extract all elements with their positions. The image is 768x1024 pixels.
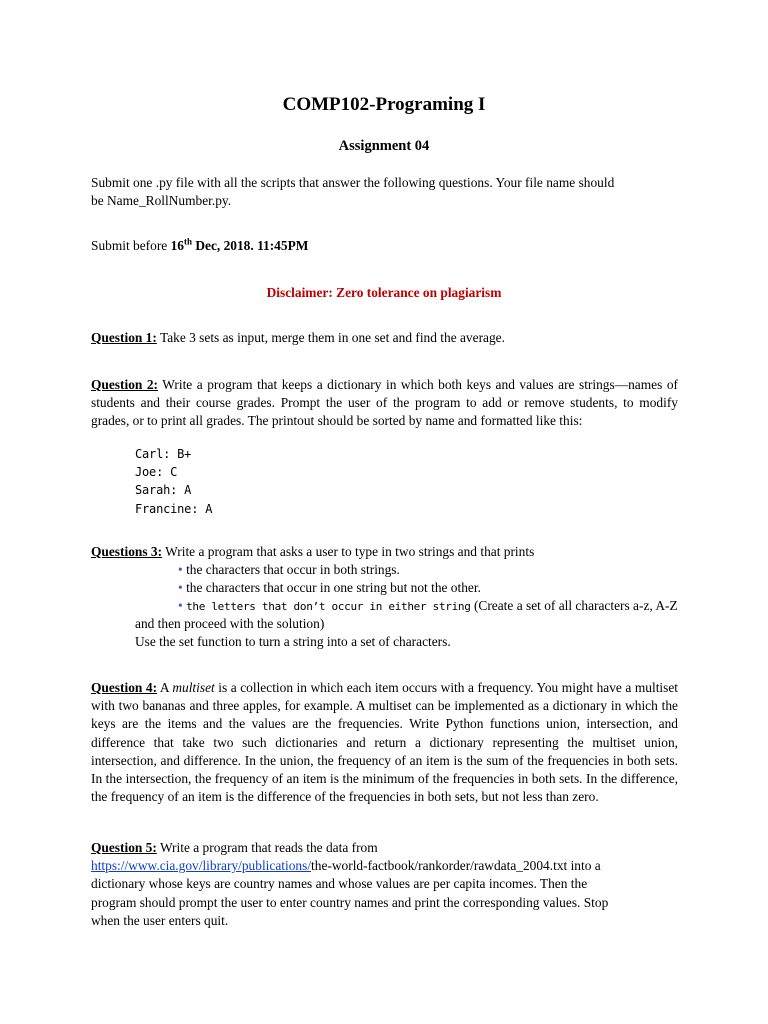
question-2-label: Question 2: xyxy=(91,377,159,392)
question-3-bullets xyxy=(178,561,678,617)
bullet-item xyxy=(178,561,678,579)
question-3-footer xyxy=(135,615,680,651)
deadline-time: Dec, 2018. 11:45PM xyxy=(192,238,309,253)
question-1-label: Question 1: xyxy=(91,330,157,345)
question-5 xyxy=(91,839,678,930)
question-4 xyxy=(91,679,678,806)
deadline-day: 16 xyxy=(170,238,184,253)
deadline-date xyxy=(171,238,309,253)
question-1-text: Take 3 sets as input, merge them in one set and find the average. xyxy=(156,330,505,345)
bullet-icon: • xyxy=(178,580,183,596)
question-3-label: Questions 3: xyxy=(91,544,163,559)
question-4-pre: A xyxy=(157,680,173,695)
question-1 xyxy=(91,329,678,347)
question-5-line: dictionary whose keys are country names and whose values are per capita incomes. Then the xyxy=(91,876,588,892)
question-5-line xyxy=(91,857,678,875)
question-5-line: program should prompt the user to enter country names and print the corresponding values. Stop xyxy=(91,894,609,910)
question-5-line: when the user enters quit. xyxy=(91,912,229,928)
question-5-text: Write a program that reads the data from xyxy=(156,840,378,855)
deadline-ordinal: th xyxy=(183,236,192,247)
grade-examples xyxy=(135,445,435,518)
bullet-item xyxy=(178,597,678,616)
course-title: COMP102-Programing I xyxy=(282,94,486,115)
grade-example: Carl: B+ xyxy=(135,447,192,461)
deadline-prefix: Submit before xyxy=(91,238,171,253)
question-5-line xyxy=(91,839,678,857)
plagiarism-disclaimer: Disclaimer: Zero tolerance on plagiarism xyxy=(266,285,502,300)
question-4-label: Question 4: xyxy=(91,680,158,695)
bullet-icon: • xyxy=(178,598,183,614)
grade-example: Sarah: A xyxy=(135,483,192,498)
bullet-text: (Create a set of all characters a-z, A-Z xyxy=(470,598,678,614)
bullet-text: the characters that occur in one string but not the other. xyxy=(186,580,481,596)
question-2-text: Write a program that keeps a dictionary in which both keys and values are strings—names of students and their course grades. Prompt the user of the program to add or remove students, to modify grades, or to print all grades. The printout should be sorted by name and formatted like this: xyxy=(91,377,678,429)
grade-example: Joe: C xyxy=(135,465,178,480)
question-5-label: Question 5: xyxy=(91,840,157,855)
bullet-continuation: and then proceed with the solution) xyxy=(135,616,325,631)
submission-instructions: Submit one .py file with all the scripts that answer the following questions. Your file name should be Name_RollNumber.py. xyxy=(91,175,615,209)
question-5-text: the-world-factbook/rankorder/rawdata_2004.txt into a xyxy=(311,858,601,874)
assignment-subtitle: Assignment 04 xyxy=(338,138,430,154)
deadline-line xyxy=(91,237,651,255)
question-3-text: Write a program that asks a user to type in two strings and that prints xyxy=(162,544,535,559)
question-2 xyxy=(91,376,678,431)
multiset-term: multiset xyxy=(172,680,215,695)
bullet-item xyxy=(178,579,678,597)
question-3-note: Use the set function to turn a string into a set of characters. xyxy=(135,634,451,650)
grade-example: Francine: A xyxy=(135,501,213,516)
bullet-text: the characters that occur in both strings. xyxy=(186,562,400,577)
bullet-icon: • xyxy=(178,562,183,577)
cia-factbook-link[interactable]: https://www.cia.gov/library/publications/ xyxy=(91,858,312,874)
bullet-text-code: the letters that don’t occur in either string xyxy=(186,600,471,614)
question-3 xyxy=(91,543,678,561)
question-4-text: is a collection in which each item occurs with a frequency. You might have a multiset with two bananas and three apples, for example. A multiset can be implemented as a dictionary in which the keys are the items and the values are the frequencies. Write Python functions union, intersection, and difference that take two such dictionaries and return a dictionary representing the multiset union, intersection, and difference. In the union, the frequency of an item is the sum of the frequencies in both sets. In the intersection, the frequency of an item is the minimum of the frequencies in both sets. In the difference, the frequency of an item is the difference of the frequencies in both sets, but not less than zero. xyxy=(91,680,679,805)
